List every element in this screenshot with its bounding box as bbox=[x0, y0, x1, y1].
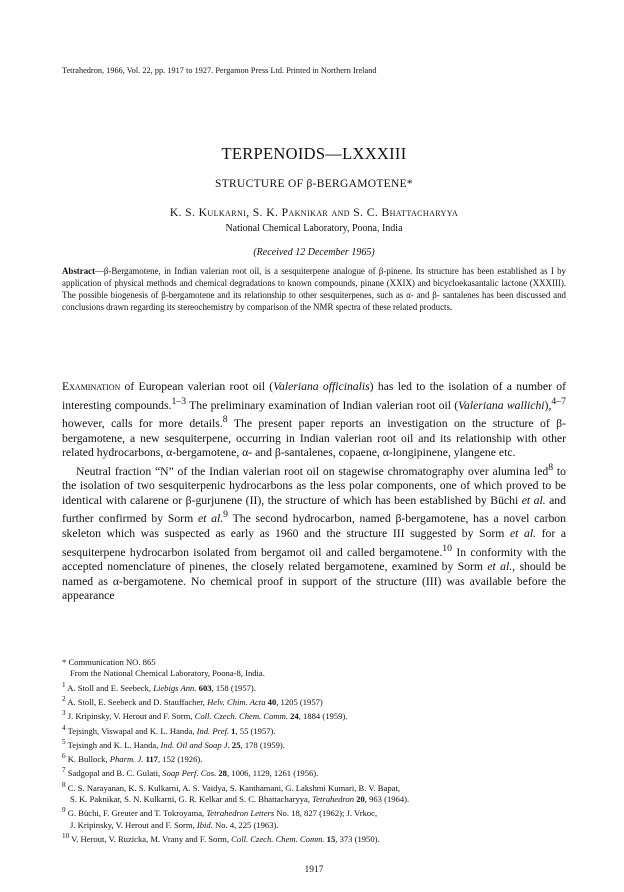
ref-marker: 1–3 bbox=[171, 395, 187, 407]
reference-2: $^2$ A. Stoll, E. Seebeck and D. Stauffacher, Helv. Chim. Acta 40, 1205 (1957) bbox=[62, 695, 323, 707]
journal-header: Tetrahedron, 1966, Vol. 22, pp. 1917 to 1927. Pergamon Press Ltd. Printed in Northern Ireland bbox=[62, 66, 377, 75]
footnote-star-cont: From the National Chemical Laboratory, Poona-8, India. bbox=[70, 668, 265, 679]
ref-marker: 8 bbox=[222, 414, 228, 426]
footnotes bbox=[62, 657, 566, 845]
article-affiliation: National Chemical Laboratory, Poona, India bbox=[225, 223, 403, 234]
page-number: 1917 bbox=[304, 865, 324, 875]
reference-6: $^6$ K. Bullock, Pharm. J. 117, 152 (1926). bbox=[62, 752, 203, 764]
reference-7: $^7$ Sadgopal and B. C. Gulati, Soap Perf. Cos. 28, 1006, 1129, 1261 (1956). bbox=[62, 766, 319, 779]
paragraph-2: Neutral fraction “N” of the Indian valerian root oil on stagewise chromatography over alumina led$^8$ to the isolation of two sesquiterpenic hydrocarbons as the less polar components, one of which proved to be identical with calarene or β-gurjunene (II), the structure of which has been established by Büchi et al. and further confirmed by Sorm et al.$^9$ The second hydrocarbon, named β-bergamotene, has a novel carbon skeleton which was suspected as early as 1960 and the structure III suggested by Sorm et al. for a sesquiterpene hydrocarbon isolated from bergamot oil and called bergamotene.$^{10}$ In conformity with the accepted nomenclature of pinenes, the closely related bergamotene, examined by Sorm et al., should be named as α-bergamotene. No chemical proof in support of the structure (III) was available before the appearance bbox=[62, 461, 567, 603]
article-body bbox=[62, 380, 566, 604]
article-title: TERPENOIDS—LXXXIII bbox=[221, 144, 407, 163]
reference-9-cont: J. Kripinsky, V. Herout and F. Sorm, Ibid. No. 4, 225 (1963). bbox=[70, 819, 279, 830]
reference-5: $^5$ Tejsingh and K. L. Handa, Ind. Oil and Soap J. 25, 178 (1959). bbox=[62, 737, 285, 750]
article-authors: K. S. Kulkarni, S. K. Paknikar and S. C. Bhattacharyya bbox=[169, 206, 459, 219]
journal-page bbox=[62, 0, 566, 892]
reference-8-cont: S. K. Paknikar, S. N. Kulkarni, G. R. Kelkar and S. C. Bhattacharyya, Tetrahedron 20, 963 (1964). bbox=[70, 793, 410, 804]
abstract bbox=[62, 265, 566, 313]
reference-1: $^1$ A. Stoll and E. Seebeck, Liebigs Ann. 603, 158 (1957). bbox=[62, 680, 256, 693]
received-date: (Received 12 December 1965) bbox=[253, 247, 375, 258]
reference-8: $^8$ C. S. Narayanan, K. S. Kulkarni, A. S. Vaidya, S. Kanthamani, G. Lakshmi Kumari, B. V. Bapat, bbox=[62, 780, 400, 793]
ref-marker: 9 bbox=[223, 509, 229, 521]
ref-marker: 10 bbox=[442, 542, 453, 554]
reference-4: $^4$ Tejsingh, Viswapal and K. L. Handa, Ind. Pref. 1, 55 (1957). bbox=[62, 723, 276, 736]
ref-marker: 8 bbox=[548, 461, 554, 473]
lead-word: Examination bbox=[62, 380, 121, 393]
abstract-label: Abstract bbox=[62, 266, 96, 276]
reference-3: $^3$ J. Kripinsky, V. Herout and F. Sorm, Coll. Czech. Chem. Comm. 24, 1884 (1959). bbox=[62, 709, 348, 722]
paragraph-1: Examination of European valerian root oil (Valeriana officinalis) has led to the isolation of a number of interesting compounds.$^{1-3}$ The preliminary examination of Indian valerian root oil (Valeriana wallichi),$^{4-7}$ however, calls for more details.$^8$ The present paper reports an investigation on the structure of β-bergamotene, a new sesquiterpene, occurring in Indian valerian root oil and its relationship with other related hydrocarbons, α-bergamotene, α- and β-santalenes, copaene, α-longipinene, ylangene etc. bbox=[62, 380, 566, 460]
footnote-star: * Communication NO. 865 bbox=[62, 657, 156, 667]
article-subtitle: STRUCTURE OF β-BERGAMOTENE* bbox=[215, 178, 413, 190]
reference-9: $^9$ G. Büchi, F. Greuter and T. Tokroyama, Tetrahedron Letters No. 18, 827 (1962); J. Vrkoc, bbox=[62, 806, 378, 819]
reference-10: $^{10}$ V. Herout, V. Ruzicka, M. Vrany and F. Sorm, Coll. Czech. Chem. Comm. 15, 373 (1950). bbox=[62, 832, 380, 844]
ref-marker: 4–7 bbox=[551, 395, 566, 407]
abstract-text: —β-Bergamotene, in Indian valerian root oil, is a sesquiterpene analogue of β-pinene. Its structure has been established as I by application of physical methods and chemical degradations to known compounds, pinane (XXIX) and bicycloekasantalic lactone (XXXIII). The possible biogenesis of β-bergamotene and its relationship to other sesquiterpenes, such as α- and β- santalenes has been discussed and conclusions drawn regarding its stereochemistry by comparison of the NMR spectra of these related products. bbox=[62, 266, 566, 312]
